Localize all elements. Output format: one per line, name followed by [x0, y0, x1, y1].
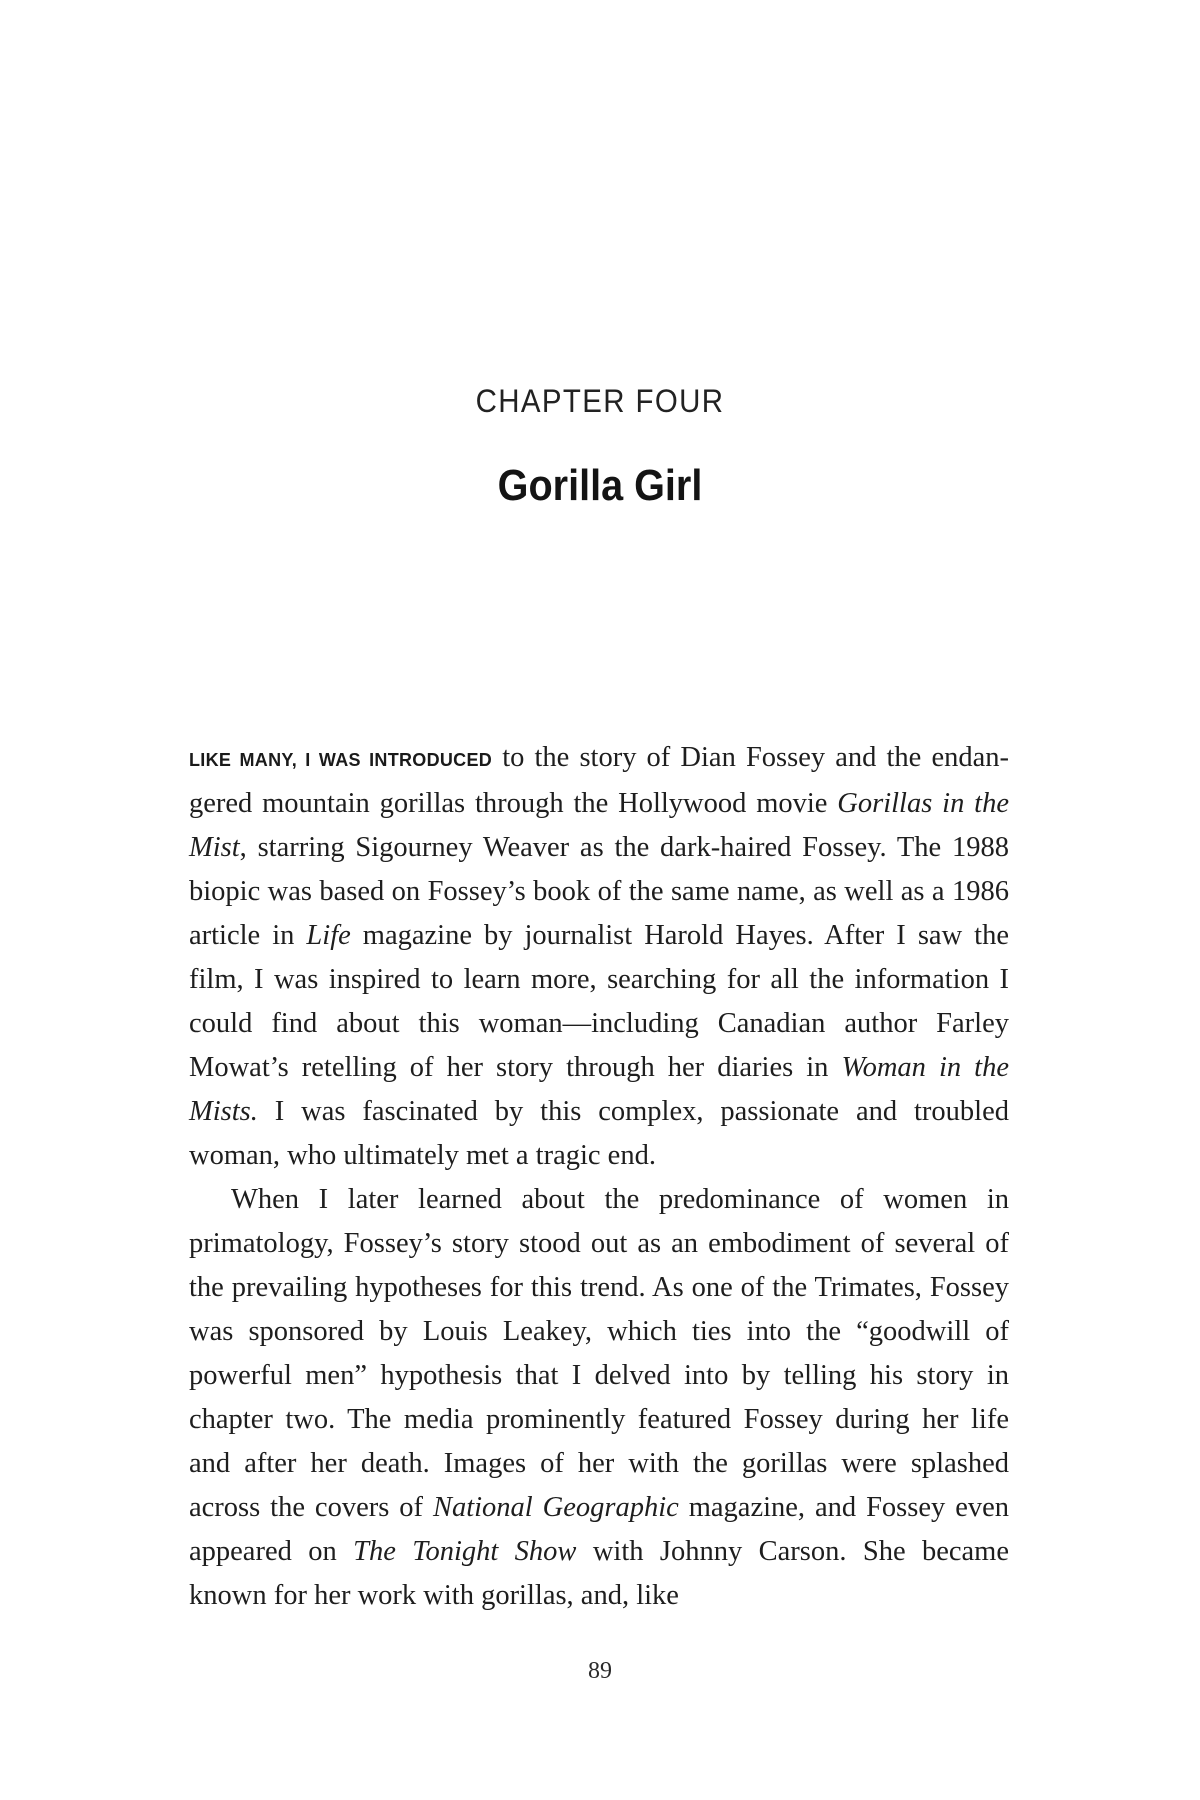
chapter-label: CHAPTER FOUR [475, 383, 725, 419]
text-run: magazine, and Fossey even appeared on [189, 1492, 1010, 1567]
italic-title-national-geographic: National Geographic [432, 1492, 679, 1523]
text-run: magazine by journalist Harold Hayes. After I saw the film, I was inspired to learn more, searching for all the information I could find about this woman—including Canadian author Farley Mowat’s retelling of her story through her diaries in [189, 920, 1009, 1083]
italic-title-woman-in-the-mists: Woman in the Mists. [189, 1052, 1009, 1127]
run-in-lead: LIKE MANY, I WAS INTRODUCED [189, 750, 493, 770]
page-number: 89 [588, 1658, 612, 1684]
body-text [189, 736, 1009, 1618]
text-run: When I later learned about the predominance of women in primatology, Fossey’s story stood out as an embodiment of several of the prevailing hypotheses for this trend. As one of the Trimates, Fossey was sponsored by Louis Leakey, which ties into the “goodwill of powerful men” hypothesis that I delved into by telling his story in chapter two. The media prominently featured Fossey during her life and after her death. Images of her with the gorillas were splashed across the covers of [189, 1184, 1009, 1523]
italic-title-the-tonight-show: The Tonight Show [353, 1536, 577, 1567]
paragraph-2 [189, 1178, 1009, 1618]
italic-title-gorillas-in-the-mist: Gorillas in the Mist [189, 788, 1009, 863]
chapter-title: Gorilla Girl [497, 461, 703, 510]
paragraph-1 [189, 736, 1009, 1178]
text-run: with Johnny Carson. She became known for her work with gorillas, and, like [189, 1536, 1009, 1611]
text-run: , starring Sigourney Weaver as the dark-haired Fossey. The 1988 biopic was based on Fossey’s book of the same name, as well as a 1986 article in [189, 832, 1009, 951]
text-run: to the story of Dian Fossey and the endangered mountain gorillas through the Hollywood movie [189, 742, 1010, 819]
text-run: I was fascinated by this complex, passionate and troubled woman, who ultimately met a tragic end. [189, 1096, 1009, 1171]
italic-title-life: Life [306, 920, 351, 951]
